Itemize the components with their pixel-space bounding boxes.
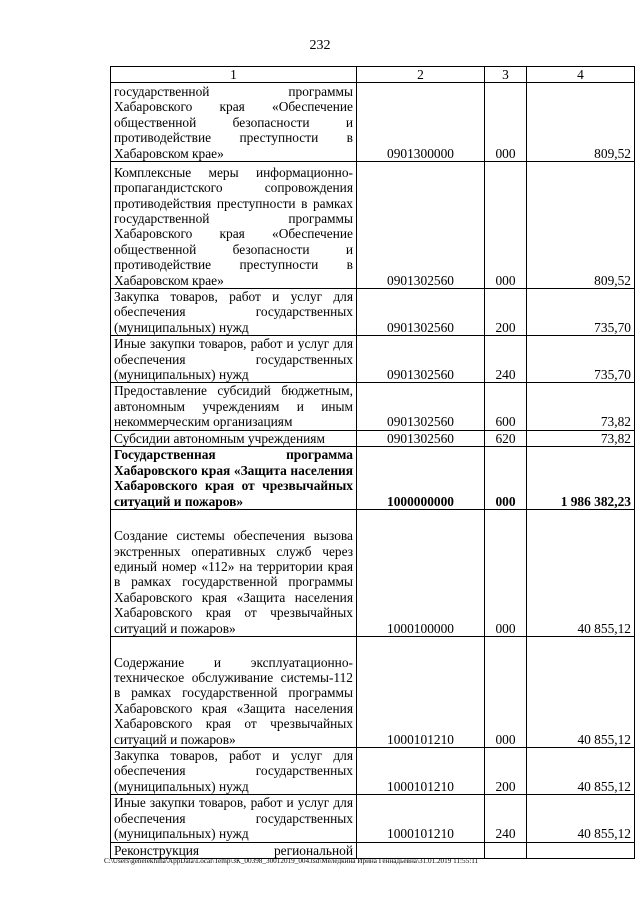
column-header-2: 2	[357, 67, 485, 83]
row-type: 000	[485, 83, 527, 162]
row-name-cell	[111, 83, 357, 162]
table-row	[111, 637, 635, 748]
table-row	[111, 430, 635, 446]
row-name: государственной программы Хабаровского края «Обеспечение общественной безопасности и противодействие преступности в Хабаровском крае»	[114, 83, 353, 161]
row-name: Комплексные меры информационно-пропагандистского сопровождения противодействия преступности в рамках государственной программы Хабаровского края «Обеспечение общественной безопасности и противодействие преступности в Хабаровском крае»	[114, 164, 353, 288]
row-amount: 809,52	[527, 162, 635, 289]
row-name-cell	[111, 842, 357, 858]
row-type: 240	[485, 336, 527, 383]
row-code	[357, 842, 485, 858]
row-amount: 809,52	[527, 83, 635, 162]
row-name: Иные закупки товаров, работ и услуг для обеспечения государственных (муниципальных) нужд	[114, 336, 353, 383]
table-row	[111, 83, 635, 162]
row-amount: 40 855,12	[527, 795, 635, 842]
row-name-cell	[111, 383, 357, 430]
row-name-cell	[111, 795, 357, 842]
column-header-4: 4	[527, 67, 635, 83]
column-header-1: 1	[111, 67, 357, 83]
row-name-cell	[111, 748, 357, 795]
row-amount: 40 855,12	[527, 510, 635, 637]
row-name: Закупка товаров, работ и услуг для обеспечения государственных (муниципальных) нужд	[114, 289, 353, 335]
row-type: 000	[485, 447, 527, 510]
row-amount: 40 855,12	[527, 637, 635, 748]
row-name: Содержание и эксплуатационно-техническое обслуживание системы-112 в рамках государственной программы Хабаровского края «Защита населения Хабаровского края от чрезвычайных ситуаций и пожаров»	[114, 654, 353, 747]
row-type: 600	[485, 383, 527, 430]
row-code: 0901302560	[357, 289, 485, 336]
row-amount	[527, 842, 635, 858]
column-header-3: 3	[485, 67, 527, 83]
row-name-cell	[111, 336, 357, 383]
row-code: 0901302560	[357, 430, 485, 446]
table-row	[111, 447, 635, 510]
row-name-cell	[111, 510, 357, 637]
row-code: 0901300000	[357, 83, 485, 162]
table-row	[111, 336, 635, 383]
row-type: 240	[485, 795, 527, 842]
table-row	[111, 748, 635, 795]
row-type: 620	[485, 430, 527, 446]
row-amount: 73,82	[527, 430, 635, 446]
row-type	[485, 842, 527, 858]
table-row	[111, 383, 635, 430]
row-code: 0901302560	[357, 162, 485, 289]
row-code: 1000100000	[357, 510, 485, 637]
row-name-cell	[111, 162, 357, 289]
row-code: 1000101210	[357, 795, 485, 842]
row-name: Субсидии автономным учреждениям	[114, 430, 325, 446]
row-amount: 735,70	[527, 336, 635, 383]
row-code: 1000000000	[357, 447, 485, 510]
row-type: 000	[485, 510, 527, 637]
row-type: 200	[485, 748, 527, 795]
row-code: 1000101210	[357, 748, 485, 795]
row-amount: 1 986 382,23	[527, 447, 635, 510]
row-name: Реконструкция региональной	[114, 842, 353, 858]
row-name-cell	[111, 289, 357, 336]
table-row	[111, 162, 635, 289]
row-type: 000	[485, 162, 527, 289]
table-row	[111, 842, 635, 858]
row-type: 000	[485, 637, 527, 748]
row-amount: 735,70	[527, 289, 635, 336]
row-name: Иные закупки товаров, работ и услуг для обеспечения государственных (муниципальных) нужд	[114, 795, 353, 842]
row-code: 0901302560	[357, 383, 485, 430]
row-code: 1000101210	[357, 637, 485, 748]
row-type: 200	[485, 289, 527, 336]
row-name: Предоставление субсидий бюджетным, автономным учреждениям и иным некоммерческим организациям	[114, 383, 353, 430]
table-row	[111, 510, 635, 637]
row-name-cell	[111, 430, 357, 446]
page-number: 232	[309, 38, 331, 53]
table-row	[111, 795, 635, 842]
row-name-cell	[111, 447, 357, 510]
row-code: 0901302560	[357, 336, 485, 383]
row-name: Государственная программа Хабаровского края «Защита населения Хабаровского края от чрезвычайных ситуаций и пожаров»	[114, 447, 353, 509]
row-name-cell	[111, 637, 357, 748]
budget-table	[110, 66, 635, 859]
row-name: Создание системы обеспечения вызова экстренных оперативных служб через единый номер «112» на территории края в рамках государственной программы Хабаровского края «Защита населения Хабаровского края от чрезвычайных ситуаций и пожаров»	[114, 528, 353, 636]
row-name: Закупка товаров, работ и услуг для обеспечения государственных (муниципальных) нужд	[114, 748, 353, 794]
table-row	[111, 289, 635, 336]
document-footer-path: C:\Users\genelekhina\AppData\Local\Temp\ЗК_00398_30012019_004.tsd\Меледкина Ирина Геннадьевна\31.01.2019 11:55:11	[104, 857, 479, 865]
table-header-row	[111, 67, 635, 83]
row-amount: 73,82	[527, 383, 635, 430]
row-amount: 40 855,12	[527, 748, 635, 795]
